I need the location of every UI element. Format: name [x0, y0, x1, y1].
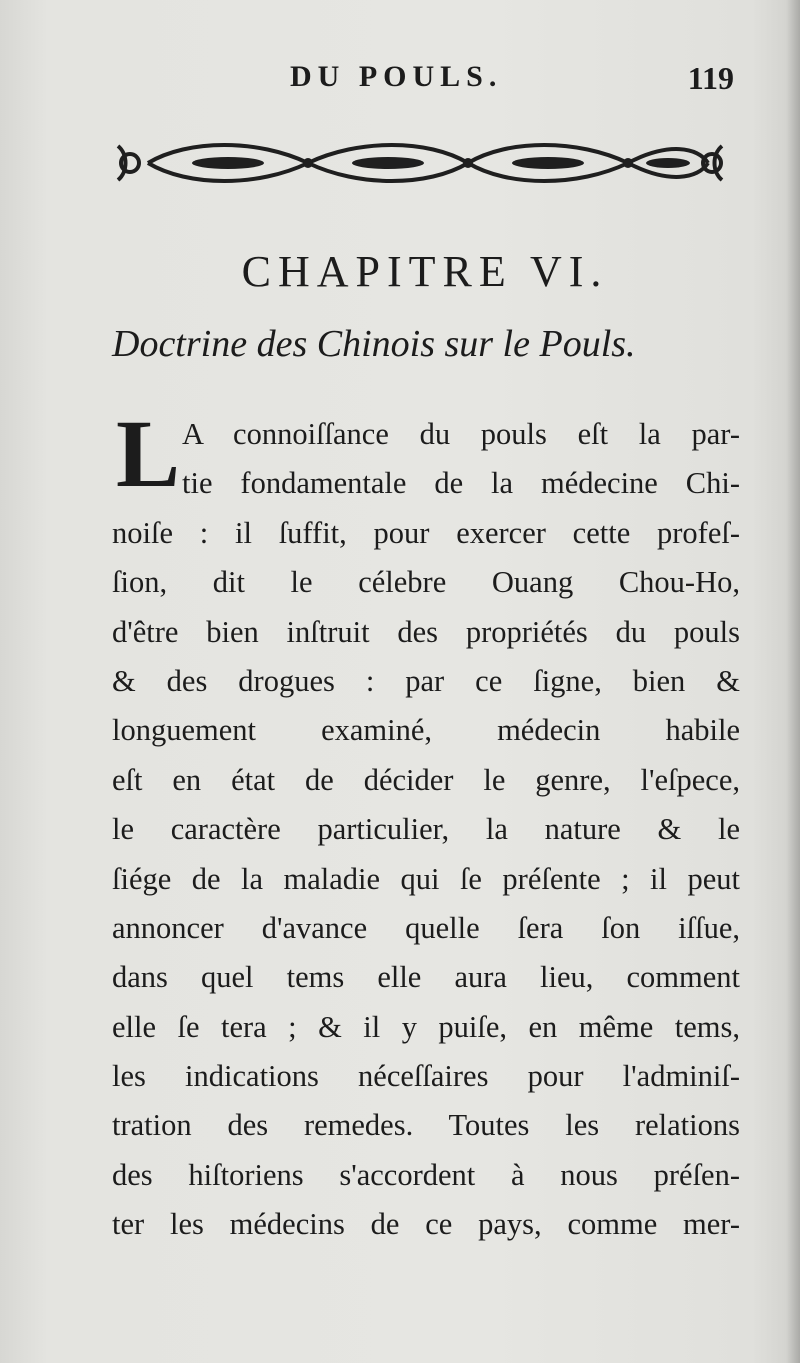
running-head — [110, 60, 740, 104]
text-line: des hiſtoriens s'accordent à nous préſen- — [112, 1157, 740, 1192]
text-line: elle ſe tera ; & il y puiſe, en même tems, — [112, 1009, 740, 1044]
text-line: & des drogues : par ce ſigne, bien & — [112, 663, 740, 698]
text-line: ter les médecins de ce pays, comme mer- — [112, 1207, 740, 1242]
text-line: tration des remedes. Toutes les relations — [112, 1108, 740, 1143]
text-line: d'être bien inſtruit des propriétés du pouls — [112, 614, 740, 649]
chapter-title: CHAPITRE VI. — [241, 247, 609, 296]
body-text — [112, 400, 740, 1250]
text-line: les indications néceſſaires pour l'adminiſ- — [112, 1059, 740, 1094]
chapter-subtitle: Doctrine des Chinois sur le Pouls. — [112, 323, 636, 365]
drop-cap: L — [116, 400, 181, 507]
text-line: annoncer d'avance quelle ſera ſon iſſue, — [112, 910, 740, 945]
page-number: 119 — [687, 60, 734, 96]
text-line: ſion, dit le célebre Ouang Chou-Ho, — [112, 565, 740, 600]
ornamental-headpiece — [108, 134, 732, 192]
text-line: noiſe : il ſuffit, pour exercer cette profeſ- — [112, 515, 740, 550]
text-line: tie fondamentale de la médecine Chi- — [182, 466, 740, 501]
text-line: ſiége de la maladie qui ſe préſente ; il peut — [112, 861, 740, 896]
text-line: eſt en état de décider le genre, l'eſpece, — [112, 762, 740, 797]
text-line: A connoiſſance du pouls eſt la par- — [182, 417, 740, 451]
text-line: le caractère particulier, la nature & le — [112, 812, 740, 847]
text-line: dans quel tems elle aura lieu, comment — [112, 960, 740, 995]
running-title: DU POULS. — [290, 60, 503, 93]
text-line: longuement examiné, médecin habile — [112, 713, 740, 748]
page-edge-shadow — [786, 0, 800, 1363]
